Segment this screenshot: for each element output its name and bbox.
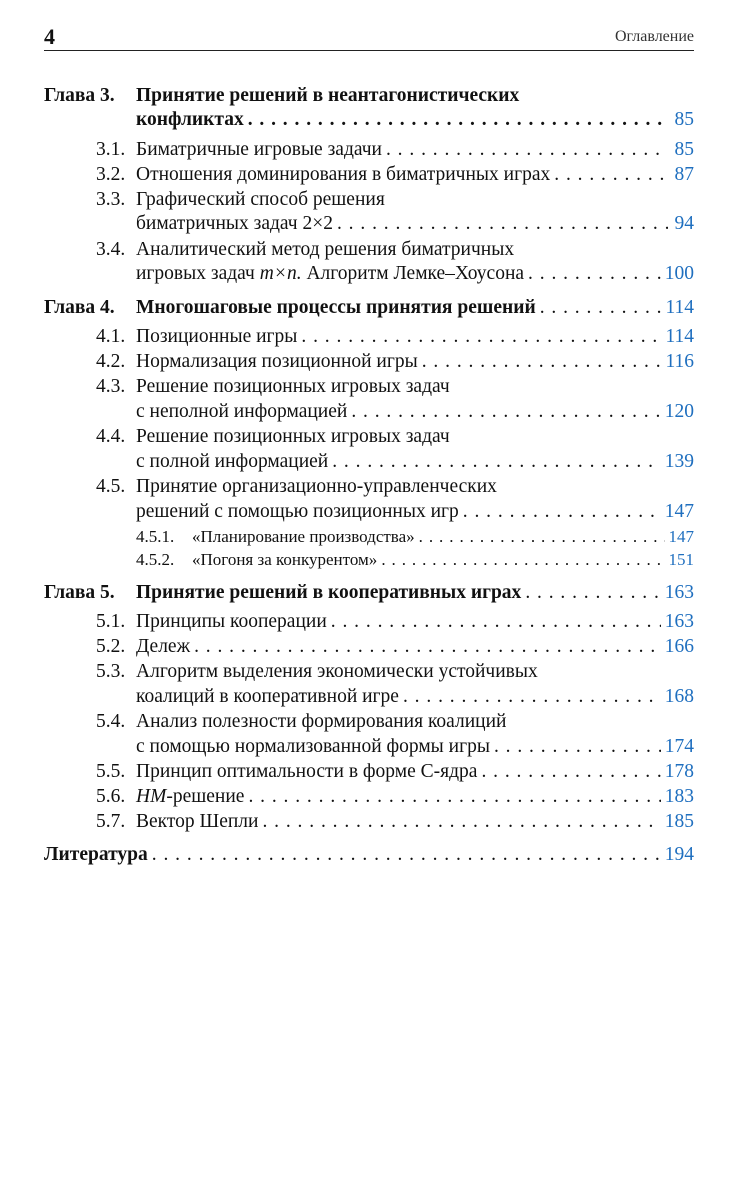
title-part: Алгоритм Лемке–Хоусона: [301, 263, 525, 284]
toc-chapter-3[interactable]: [0, 108, 694, 132]
toc-section-5-4-line1: [0, 710, 694, 734]
leader-dots: [494, 735, 661, 759]
section-number: 5.5.: [96, 761, 126, 782]
page-link[interactable]: 94: [674, 213, 694, 234]
toc-section-5-3[interactable]: [0, 685, 694, 709]
chapter-title-cont: конфликтах: [136, 109, 244, 130]
section-title: Принцип оптимальности в форме С-ядра: [136, 761, 478, 782]
subsection-title: «Погоня за конкурентом»: [192, 550, 378, 569]
toc-section-4-4-line1: [0, 425, 694, 449]
toc-section-4-2[interactable]: [0, 350, 694, 374]
literature-title: Литература: [44, 844, 148, 865]
title-part: -решение: [166, 786, 245, 807]
page-link[interactable]: 120: [664, 401, 694, 422]
section-number: 5.7.: [96, 811, 126, 832]
page-link[interactable]: 147: [668, 527, 694, 546]
toc-section-3-2[interactable]: [0, 163, 694, 187]
title-italic: m×n.: [259, 263, 302, 284]
chapter-number: Глава 4.: [44, 297, 115, 318]
page-link[interactable]: 85: [674, 139, 694, 160]
section-title: Вектор Шепли: [136, 811, 259, 832]
leader-dots: [332, 450, 661, 474]
section-number: 3.2.: [96, 164, 126, 185]
leader-dots: [248, 108, 668, 132]
leader-dots: [301, 325, 661, 349]
page-link[interactable]: 114: [665, 297, 694, 318]
section-number: 4.5.: [96, 476, 126, 497]
section-title: Позиционные игры: [136, 326, 298, 347]
section-title-cont: решений с помощью позиционных игр: [136, 501, 459, 522]
section-title: Отношения доминирования в биматричных играх: [136, 164, 551, 185]
toc-section-3-3[interactable]: [0, 212, 694, 236]
page-link[interactable]: 166: [664, 636, 694, 657]
page-link[interactable]: 100: [664, 263, 694, 284]
leader-dots: [463, 500, 661, 524]
toc-section-5-6[interactable]: [0, 785, 694, 809]
section-number: 3.1.: [96, 139, 126, 160]
leader-dots: [419, 525, 665, 549]
toc-chapter-4[interactable]: [0, 296, 694, 320]
toc-section-3-1[interactable]: [0, 138, 694, 162]
leader-dots: [528, 262, 661, 286]
running-title: Оглавление: [614, 28, 694, 45]
leader-dots: [386, 138, 668, 162]
leader-dots: [248, 785, 660, 809]
section-title: Графический способ решения: [136, 189, 385, 210]
page-link[interactable]: 185: [664, 811, 694, 832]
toc-section-4-5[interactable]: [0, 500, 694, 524]
leader-dots: [540, 296, 662, 320]
toc-section-5-1[interactable]: [0, 610, 694, 634]
toc-section-4-5-line1: [0, 475, 694, 499]
page-link[interactable]: 151: [668, 550, 694, 569]
page-link[interactable]: 163: [664, 611, 694, 632]
toc-section-4-3[interactable]: [0, 400, 694, 424]
leader-dots: [262, 810, 660, 834]
leader-dots: [351, 400, 660, 424]
leader-dots: [481, 760, 660, 784]
chapter-number: Глава 3.: [44, 85, 115, 106]
page-link[interactable]: 116: [665, 351, 694, 372]
section-number: 5.3.: [96, 661, 126, 682]
leader-dots: [554, 163, 668, 187]
leader-dots: [422, 350, 662, 374]
toc-section-5-5[interactable]: [0, 760, 694, 784]
page-number: 4: [44, 24, 55, 49]
leader-dots: [403, 685, 661, 709]
section-number: 5.4.: [96, 711, 126, 732]
section-title: Дележ: [136, 636, 191, 657]
toc-section-3-4-line1: [0, 238, 694, 262]
toc-subsection-4-5-2[interactable]: [0, 548, 694, 572]
subsection-number: 4.5.1.: [136, 527, 175, 546]
toc-section-5-4[interactable]: [0, 735, 694, 759]
section-number: 3.4.: [96, 239, 126, 260]
page-link[interactable]: 174: [664, 736, 694, 757]
section-title-cont: с полной информацией: [136, 451, 329, 472]
page-link[interactable]: 194: [664, 844, 694, 865]
leader-dots: [152, 843, 661, 867]
toc-section-3-4[interactable]: [0, 262, 694, 286]
page-link[interactable]: 139: [664, 451, 694, 472]
toc-section-4-1[interactable]: [0, 325, 694, 349]
section-title: Решение позиционных игровых задач: [136, 376, 450, 397]
section-number: 4.1.: [96, 326, 126, 347]
chapter-title: Принятие решений в неантагонистических: [136, 85, 520, 106]
toc-section-5-2[interactable]: [0, 635, 694, 659]
section-title: Принятие организационно-управленческих: [136, 476, 497, 497]
section-title: Решение позиционных игровых задач: [136, 426, 450, 447]
section-title: Принципы кооперации: [136, 611, 327, 632]
chapter-title: Многошаговые процессы принятия решений: [136, 297, 536, 318]
section-number: 5.6.: [96, 786, 126, 807]
toc-section-5-7[interactable]: [0, 810, 694, 834]
toc-section-4-3-line1: [0, 375, 694, 399]
leader-dots: [381, 548, 664, 572]
section-title-cont: биматричных задач 2×2: [136, 213, 333, 234]
title-part: игровых задач: [136, 263, 260, 284]
section-number: 4.4.: [96, 426, 126, 447]
page-header: [44, 24, 694, 51]
subsection-number: 4.5.2.: [136, 550, 175, 569]
title-italic: НМ: [136, 786, 167, 807]
section-title-cont: с помощью нормализованной формы игры: [136, 736, 490, 757]
section-title: [136, 785, 244, 809]
section-number: 3.3.: [96, 189, 126, 210]
page-link[interactable]: 178: [664, 761, 694, 782]
toc-subsection-4-5-1[interactable]: [0, 525, 694, 549]
page-link[interactable]: 163: [664, 582, 694, 603]
leader-dots: [331, 610, 661, 634]
page-link[interactable]: 87: [674, 164, 694, 185]
leader-dots: [194, 635, 661, 659]
page-link[interactable]: 85: [674, 109, 694, 130]
leader-dots: [525, 581, 660, 605]
toc-section-4-4[interactable]: [0, 450, 694, 474]
toc-section-3-3-line1: [0, 188, 694, 212]
section-title-cont: коалиций в кооперативной игре: [136, 686, 399, 707]
subsection-title: «Планирование производства»: [192, 527, 415, 546]
toc-chapter-5[interactable]: [0, 581, 694, 605]
section-title: Аналитический метод решения биматричных: [136, 239, 515, 260]
page-link[interactable]: 147: [664, 501, 694, 522]
section-number: 4.3.: [96, 376, 126, 397]
chapter-number: Глава 5.: [44, 582, 115, 603]
section-title-cont: с неполной информацией: [136, 401, 348, 422]
section-title: Анализ полезности формирования коалиций: [136, 711, 507, 732]
toc-chapter-3-line1: [0, 84, 694, 108]
chapter-title: Принятие решений в кооперативных играх: [136, 582, 522, 603]
page-link[interactable]: 183: [664, 786, 694, 807]
section-number: 5.2.: [96, 636, 126, 657]
section-title-cont: [136, 262, 524, 286]
section-number: 5.1.: [96, 611, 126, 632]
page-link[interactable]: 168: [664, 686, 694, 707]
toc-literature[interactable]: [0, 843, 694, 867]
toc-section-5-3-line1: [0, 660, 694, 684]
section-title: Алгоритм выделения экономически устойчивых: [136, 661, 538, 682]
section-title: Нормализация позиционной игры: [136, 351, 418, 372]
section-title: Биматричные игровые задачи: [136, 139, 382, 160]
section-number: 4.2.: [96, 351, 126, 372]
leader-dots: [337, 212, 668, 236]
page-link[interactable]: 114: [665, 326, 694, 347]
